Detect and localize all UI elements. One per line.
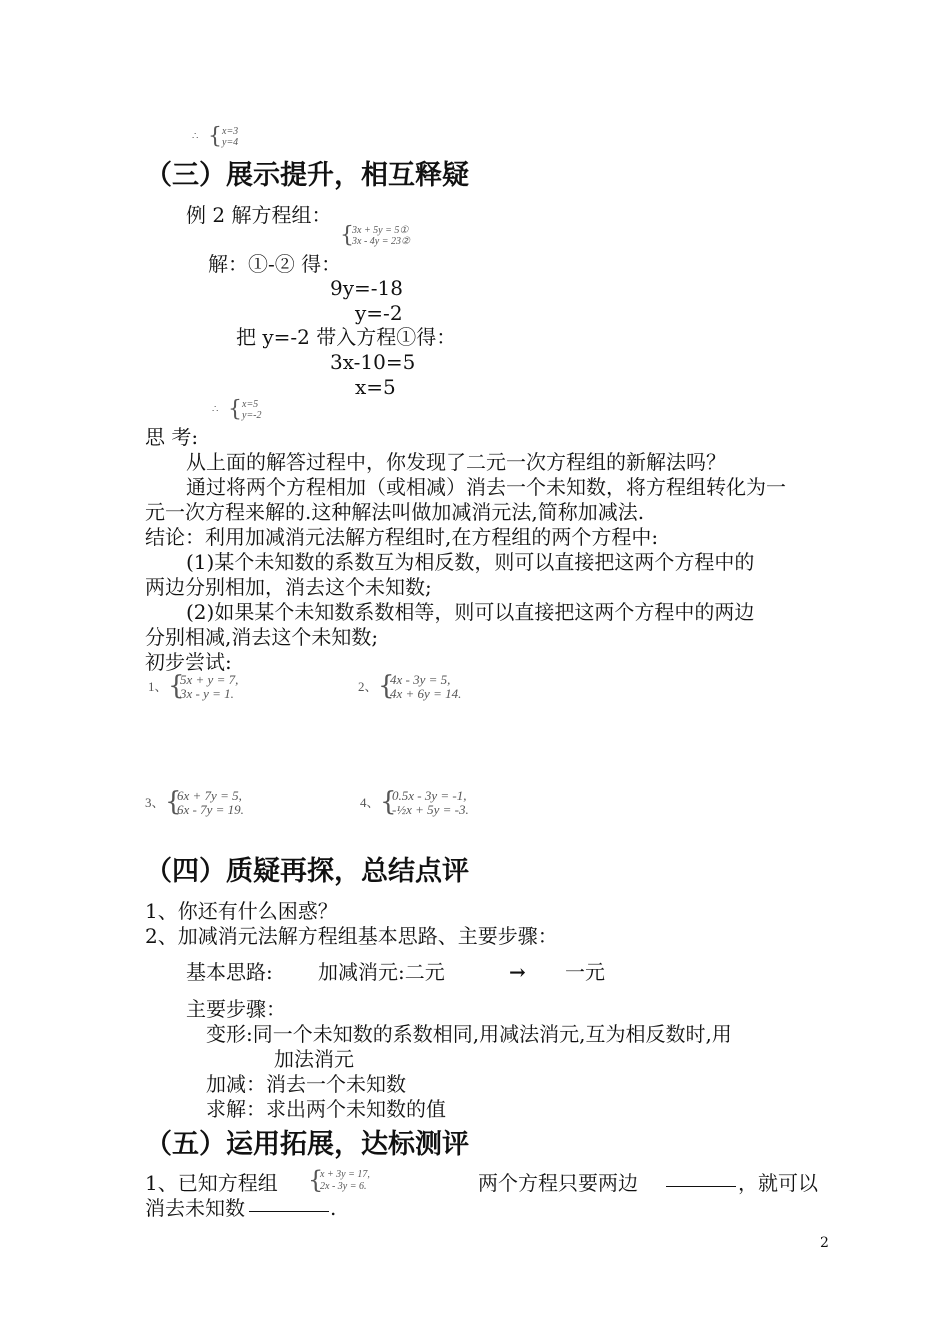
solution-step-1: 解：①-② 得：: [208, 252, 342, 276]
equation-2: y=4: [222, 137, 239, 148]
item-number: 1、: [148, 679, 168, 694]
example-2-result-system: [212, 399, 302, 423]
conclusion-label: 结论：利用加减消元法解方程组时,在方程组的两个方程中:: [145, 525, 659, 549]
top-result-system: [192, 126, 272, 150]
equation-2: 4x + 6y = 14.: [390, 686, 462, 701]
system-brace: {: [378, 671, 395, 701]
think-question: 从上面的解答过程中，你发现了二元一次方程组的新解法吗？: [186, 450, 726, 474]
equation-1: 6x + 7y = 5,: [177, 788, 242, 803]
section-4-question-1: 1、你还有什么困惑？: [145, 899, 338, 923]
system-brace: {: [380, 787, 397, 817]
item-number: 3、: [145, 795, 165, 810]
solution-step-6: x=5: [355, 375, 396, 399]
try-item-1: [148, 673, 328, 701]
system-brace: {: [168, 671, 185, 701]
equation-2: 3x - 4y = 23②: [352, 236, 410, 247]
equation-2: 6x - 7y = 19.: [177, 802, 244, 817]
system-brace: {: [340, 223, 354, 248]
equation-2: 2x - 3y = 6.: [320, 1181, 367, 1192]
equation-1: 3x + 5y = 5①: [352, 225, 409, 236]
basic-idea-result: 一元: [565, 960, 605, 984]
system-brace: {: [208, 124, 222, 149]
equation-2: -½x + 5y = -3.: [392, 802, 469, 817]
conclusion-1-line-2: 两边分别相加，消去这个未知数;: [145, 575, 432, 599]
think-paragraph-line-2: 元一次方程来解的.这种解法叫做加减消元法,简称加减法.: [145, 500, 645, 524]
conclusion-1-line-1: (1)某个未知数的系数互为相反数，则可以直接把这两个方程中的: [186, 550, 755, 574]
basic-idea-value: 加减消元:二元: [318, 960, 445, 984]
therefore-symbol: ∴: [192, 131, 199, 142]
answer-blank-1[interactable]: [666, 1186, 736, 1187]
solution-step-2: 9y=-18: [330, 276, 403, 300]
system-brace: {: [228, 397, 242, 422]
item-number: 2、: [358, 679, 378, 694]
section-5-q1-part-1: 1、已知方程组: [145, 1171, 278, 1195]
section-5-q1-part-3: ，就可以: [738, 1171, 818, 1195]
section-5-q1-line-2-part-1: 消去未知数: [145, 1196, 245, 1220]
section-5-q1-part-2: 两个方程只要两边: [478, 1171, 638, 1195]
try-label: 初步尝试:: [145, 650, 232, 674]
section-3-title: （三）展示提升，相互释疑: [145, 160, 469, 191]
step-1-line-1: 变形:同一个未知数的系数相同,用减法消元,互为相反数时,用: [206, 1022, 732, 1046]
equation-1: 5x + y = 7,: [180, 672, 239, 687]
answer-blank-2[interactable]: [249, 1211, 329, 1212]
solution-step-3: y=-2: [355, 301, 403, 325]
think-label: 思 考:: [145, 425, 199, 449]
section-5-system: [308, 1168, 448, 1194]
section-5-q1-line-2-part-2: .: [330, 1196, 337, 1220]
section-5-title: （五）运用拓展，达标测评: [145, 1129, 469, 1160]
basic-idea-label: 基本思路:: [186, 960, 273, 984]
equation-1: x=5: [242, 399, 259, 410]
try-item-3: [145, 789, 335, 817]
example-2-system: [340, 225, 500, 249]
section-4-title: （四）质疑再探，总结点评: [145, 856, 469, 887]
main-steps-label: 主要步骤：: [186, 997, 286, 1021]
equation-2: y=-2: [242, 410, 262, 421]
system-brace: {: [165, 787, 182, 817]
equation-1: x + 3y = 17,: [320, 1169, 370, 1180]
example-2-label: 例 2 解方程组：: [186, 203, 332, 227]
step-2: 加减：消去一个未知数: [206, 1072, 406, 1096]
step-1-line-2: 加法消元: [274, 1047, 354, 1071]
think-paragraph-line-1: 通过将两个方程相加（或相减）消去一个未知数，将方程组转化为一: [186, 475, 786, 499]
try-item-2: [358, 673, 558, 701]
therefore-symbol: ∴: [212, 404, 219, 415]
conclusion-2-line-1: (2)如果某个未知数系数相等，则可以直接把这两个方程中的两边: [186, 600, 755, 624]
equation-1: 4x - 3y = 5,: [390, 672, 451, 687]
equation-2: 3x - y = 1.: [180, 686, 234, 701]
section-4-question-2: 2、加减消元法解方程组基本思路、主要步骤：: [145, 924, 558, 948]
conclusion-2-line-2: 分别相减,消去这个未知数;: [145, 625, 379, 649]
step-3: 求解：求出两个未知数的值: [206, 1097, 446, 1121]
try-item-4: [360, 789, 570, 817]
system-brace: {: [308, 1166, 324, 1194]
arrow-icon: →: [509, 960, 526, 984]
equation-1: 0.5x - 3y = -1,: [392, 788, 467, 803]
solution-step-5: 3x-10=5: [330, 350, 416, 374]
page-number: 2: [820, 1235, 829, 1251]
equation-1: x=3: [222, 126, 239, 137]
solution-step-4: 把 y=-2 带入方程①得：: [236, 325, 457, 349]
item-number: 4、: [360, 795, 380, 810]
